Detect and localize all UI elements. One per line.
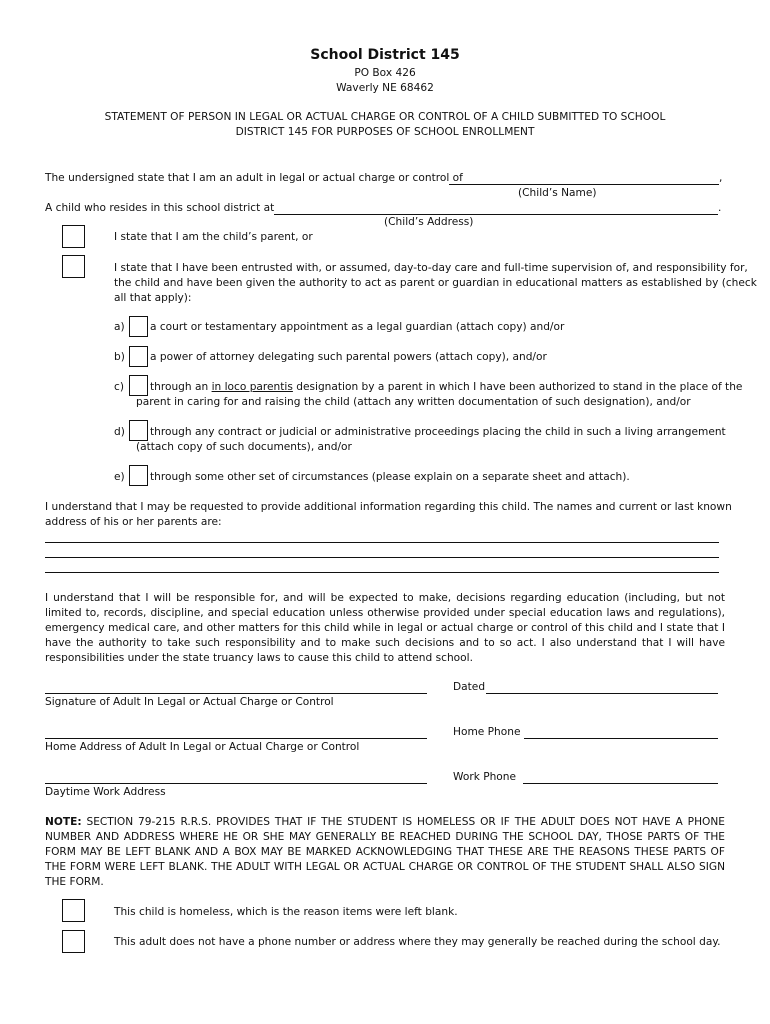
parent-checkbox[interactable] — [62, 225, 85, 248]
parents-info-field-3[interactable] — [45, 572, 719, 573]
work-phone-label: Work Phone — [453, 771, 517, 783]
option-c-text — [150, 381, 742, 393]
parents-info-line1: I understand that I may be requested to provide additional information regarding this child. The names and current or last known — [45, 501, 732, 513]
district-address-line2: Waverly NE 68462 — [336, 82, 434, 94]
no-phone-checkbox[interactable] — [62, 930, 85, 953]
option-c-text-emphasis: in loco parentis — [211, 381, 293, 393]
dated-field[interactable] — [486, 693, 718, 694]
option-e-checkbox[interactable] — [129, 465, 148, 486]
work-phone-field[interactable] — [523, 783, 718, 784]
homeless-text: This child is homeless, which is the reason items were left blank. — [114, 906, 458, 918]
option-a-label: a) — [114, 321, 125, 333]
entrusted-text-line3: all that apply): — [114, 292, 192, 304]
parent-option-text: I state that I am the child’s parent, or — [114, 231, 313, 243]
intro-period: . — [718, 202, 722, 214]
child-name-label: (Child’s Name) — [518, 187, 597, 199]
child-name-field[interactable] — [449, 184, 719, 185]
option-b-checkbox[interactable] — [129, 346, 148, 367]
note-text: SECTION 79-215 R.R.S. PROVIDES THAT IF THE STUDENT IS HOMELESS OR IF THE ADULT DOES NOT HAVE A PHONE NUMBER AND ADDRESS WHERE HE OR SHE MAY GENERALLY BE REACHED DURING THE SCHOOL DAY, THOSE PARTS OF THE FORM MAY BE LEFT BLANK AND A BOX MAY BE MARKED ACKNOWLEDGING THAT THESE ARE THE REASONS THESE PARTS OF THE FORM WERE LEFT BLANK. THE ADULT WITH LEGAL OR ACTUAL CHARGE OR CONTROL OF THE STUDENT SHALL ALSO SIGN THE FORM. — [45, 816, 725, 888]
note-paragraph — [45, 815, 725, 890]
statement-heading-line1: STATEMENT OF PERSON IN LEGAL OR ACTUAL CHARGE OR CONTROL OF A CHILD SUBMITTED TO SCHOOL — [104, 111, 666, 123]
option-b-text: a power of attorney delegating such parental powers (attach copy), and/or — [150, 351, 547, 363]
intro-comma: , — [719, 172, 723, 184]
option-c-text-pre: through an — [150, 381, 212, 393]
option-c-label: c) — [114, 381, 124, 393]
homeless-checkbox[interactable] — [62, 899, 85, 922]
option-b-label: b) — [114, 351, 125, 363]
option-d-label: d) — [114, 426, 125, 438]
option-e-label: e) — [114, 471, 125, 483]
option-c-checkbox[interactable] — [129, 375, 148, 396]
child-address-field[interactable] — [274, 214, 718, 215]
signature-label: Signature of Adult In Legal or Actual Charge or Control — [45, 696, 334, 708]
intro-line2: A child who resides in this school district at — [45, 202, 275, 214]
option-c-text-line2: parent in caring for and raising the child (attach any written documentation of such designation), and/or — [136, 396, 691, 408]
parents-info-line2: address of his or her parents are: — [45, 516, 222, 528]
entrusted-text-line1: I state that I have been entrusted with, or assumed, day-to-day care and full-time supervision of, and responsibility for, — [114, 262, 748, 274]
option-d-text-line2: (attach copy of such documents), and/or — [136, 441, 352, 453]
dated-label: Dated — [453, 681, 486, 693]
option-a-text: a court or testamentary appointment as a legal guardian (attach copy) and/or — [150, 321, 565, 333]
no-phone-text: This adult does not have a phone number or address where they may generally be reached during the school day. — [114, 936, 721, 948]
intro-line1: The undersigned state that I am an adult in legal or actual charge or control of — [45, 172, 463, 184]
entrusted-checkbox[interactable] — [62, 255, 85, 278]
work-address-field[interactable] — [45, 783, 427, 784]
entrusted-text-line2: the child and have been given the authority to act as parent or guardian in educational matters as established by (check — [114, 277, 757, 289]
home-phone-field[interactable] — [524, 738, 718, 739]
child-address-label: (Child’s Address) — [384, 216, 474, 228]
statement-heading-line2: DISTRICT 145 FOR PURPOSES OF SCHOOL ENROLLMENT — [235, 126, 535, 138]
district-address-line1: PO Box 426 — [354, 67, 416, 79]
option-a-checkbox[interactable] — [129, 316, 148, 337]
responsibility-paragraph: I understand that I will be responsible for, and will be expected to make, decisions regarding education (including, but not limited to, records, discipline, and special education unless otherwise provided under special education laws and regulations), emergency medical care, and other matters for this child while in legal or actual charge or control of this child and I state that I have the authority to take such responsibility and to make such decisions and to so act. I also understand that I will have responsibilities under the state truancy laws to cause this child to attend school. — [45, 592, 725, 664]
signature-field[interactable] — [45, 693, 427, 694]
note-label: NOTE: — [45, 816, 82, 828]
parents-info-field-2[interactable] — [45, 557, 719, 558]
option-c-text-post: designation by a parent in which I have been authorized to stand in the place of the — [292, 381, 743, 393]
parents-info-field-1[interactable] — [45, 542, 719, 543]
work-address-label: Daytime Work Address — [45, 786, 166, 798]
form-title: School District 145 — [310, 47, 460, 63]
home-address-field[interactable] — [45, 738, 427, 739]
home-phone-label: Home Phone — [453, 726, 521, 738]
home-address-label: Home Address of Adult In Legal or Actual Charge or Control — [45, 741, 360, 753]
option-d-checkbox[interactable] — [129, 420, 148, 441]
option-d-text: through any contract or judicial or administrative proceedings placing the child in such a living arrangement — [150, 426, 726, 438]
option-e-text: through some other set of circumstances (please explain on a separate sheet and attach). — [150, 471, 630, 483]
